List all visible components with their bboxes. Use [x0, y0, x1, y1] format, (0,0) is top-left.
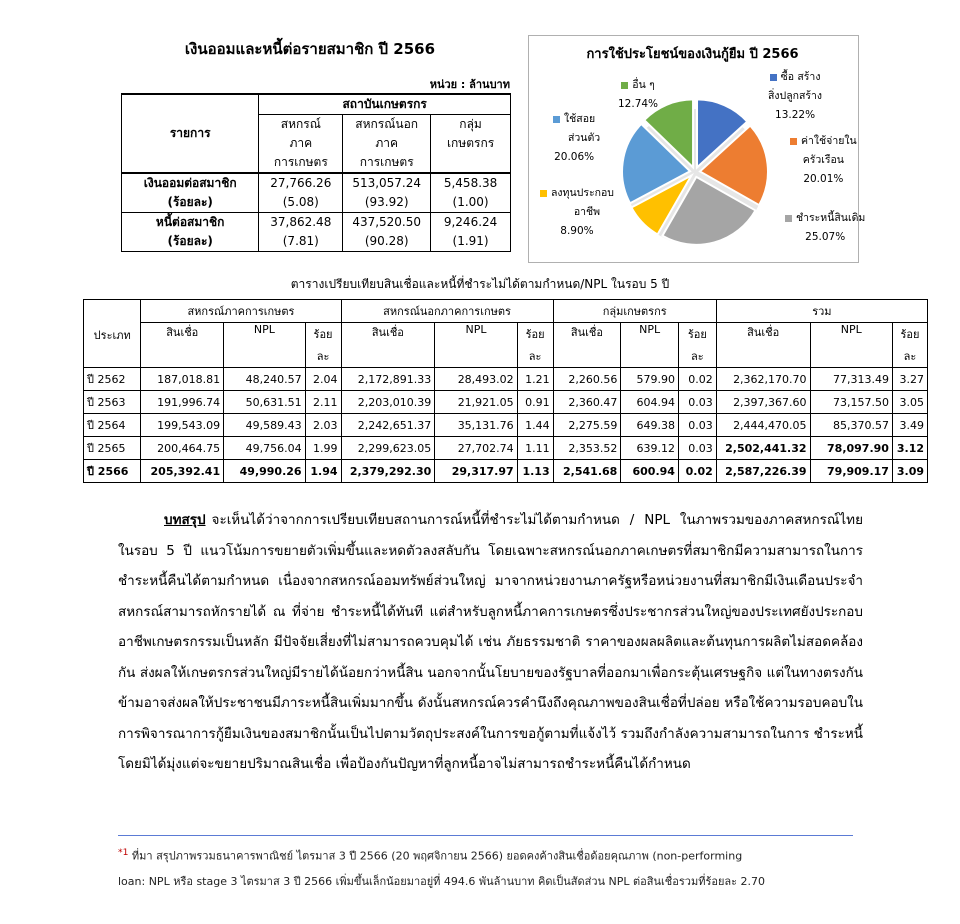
slice-label-invest: ลงทุนประกอบ อาชีพ 8.90%	[540, 184, 614, 241]
table-cell: 2,242,651.37	[341, 414, 435, 437]
table-cell: 49,589.43	[224, 414, 305, 437]
table-cell: 73,157.50	[810, 391, 892, 414]
table-cell: 49,756.04	[224, 437, 305, 460]
row-label: หนี้ต่อสมาชิก (ร้อยละ)	[122, 213, 259, 252]
table-cell: 2,172,891.33	[341, 368, 435, 391]
legend-swatch	[790, 138, 797, 145]
footnote-line-2: loan: NPL หรือ stage 3 ไตรมาส 3 ปี 2566 เพิ่มขึ้นเล็กน้อยมาอยู่ที่ 494.6 พันล้านบาท คิดเป็นสัดส่วน NPL ต่อสินเชื่อรวมที่ร้อยละ 2.70	[118, 874, 766, 888]
pct-header: ร้อย	[305, 323, 341, 346]
summary-paragraph	[118, 505, 863, 780]
slice-label-debt: ชำระหนี้สินเดิม 25.07%	[785, 209, 865, 247]
table-cell: 2,362,170.70	[716, 368, 810, 391]
table-row	[84, 368, 928, 391]
footnote	[118, 840, 863, 894]
slice-label-personal: ใช้สอย ส่วนตัว 20.06%	[554, 113, 601, 163]
table-cell: 2.04	[305, 368, 341, 391]
table-cell: 2,587,226.39	[716, 460, 810, 483]
table-cell: 1.99	[305, 437, 341, 460]
summary-lead: บทสรุป	[164, 512, 206, 528]
table-cell: 0.02	[678, 460, 716, 483]
table-cell: 187,018.81	[141, 368, 224, 391]
loan-header: สินเชื่อ	[341, 323, 435, 368]
table-cell: 3.05	[892, 391, 927, 414]
table-cell: 27,702.74	[435, 437, 517, 460]
footnote-mark: *1	[118, 847, 129, 858]
legend-swatch	[540, 190, 547, 197]
table-row	[122, 213, 511, 252]
legend-swatch	[785, 215, 792, 222]
farmer-group-header: กลุ่ม เกษตรกร	[431, 115, 511, 174]
table-cell: 0.03	[678, 414, 716, 437]
chart-title: การใช้ประโยชน์ของเงินกู้ยืม ปี 2566	[586, 47, 799, 62]
npl-header: NPL	[810, 323, 892, 368]
table-cell: 3.27	[892, 368, 927, 391]
pct-header: ร้อย	[892, 323, 927, 346]
footnote-divider	[118, 835, 853, 836]
pct-header-2: ละ	[305, 345, 341, 368]
pct-header-2: ละ	[517, 345, 553, 368]
summary-text: จะเห็นได้ว่าจากการเปรียบเทียบสถานการณ์หนี้ที่ชำระไม่ได้ตามกำหนด / NPL ในภาพรวมของภาคสหกรณ์ไทย ในรอบ 5 ปี แนวโน้มการขยายตัวเพิ่มขึ้นและหดตัวลงสลับกัน โดยเฉพาะสหกรณ์นอกภาคเกษตรที่สมาชิกมีความสามารถในการชำระหนี้คืนได้ตามกำหนด เนื่องจากสหกรณ์ออมทรัพย์ส่วนใหญ่ มาจากหน่วยงานภาครัฐหรือหน่วยงานที่สมาชิกมีเงินเดือนประจำสหกรณ์สามารถหักรายได้ ณ ที่จ่าย ชำระหนี้ได้ทันที แต่สำหรับลูกหนี้ภาคการเกษตรซึ่งประชากรส่วนใหญ่ของประเทศยังประกอบอาชีพเกษตรกรรมเป็นหลัก มีปัจจัยเสี่ยงที่ไม่สามารถควบคุมได้ เช่น ภัยธรรมชาติ ราคาของผลผลิตและต้นทุนการผลิตไม่สอดคล้องกัน ส่งผลให้เกษตรกรส่วนใหญ่มีรายได้น้อยกว่าหนี้สิน นอกจากนั้นโยบายของรัฐบาลที่ออกมาเพื่อกระตุ้นเศรษฐกิจ แต่ในทางตรงกันข้ามอาจส่งผลให้ประชาชนมีภาระหนี้สินเพิ่มมากขึ้น ดังนั้นสหกรณ์ควรคำนึงถึงคุณภาพของสินเชื่อที่ปล่อย หรือใช้ความรอบคอบในการพิจารณาการกู้ยืมเงินของสมาชิกนั้นเป็นไปตามวัตถุประสงค์ในการขอกู้ตามที่แจ้งไว้ รวมถึงกำลังความสามารถในการ ชำระหนี้ โดยมิได้มุ่งแต่จะขยายปริมาณสินเชื่อ เพื่อป้องกันปัญหาที่ลูกหนี้อาจไม่สามารถชำระหนี้คืนได้กำหนด	[118, 512, 863, 772]
loan-header: สินเชื่อ	[716, 323, 810, 368]
table-cell: 513,057.24 (93.92)	[343, 173, 431, 213]
table-cell: 28,493.02	[435, 368, 517, 391]
pct-header: ร้อย	[517, 323, 553, 346]
table-cell: 3.49	[892, 414, 927, 437]
table-cell: 2.11	[305, 391, 341, 414]
table-cell: 0.03	[678, 391, 716, 414]
group-header: รวม	[716, 300, 927, 323]
table-cell: 1.21	[517, 368, 553, 391]
table-cell: 2,379,292.30	[341, 460, 435, 483]
table-cell: 2,299,623.05	[341, 437, 435, 460]
slice-label-other: อื่น ๆ 12.74%	[618, 79, 659, 110]
pct-header-2: ละ	[892, 345, 927, 368]
legend-swatch	[553, 116, 560, 123]
unit-label: หน่วย : ล้านบาท	[429, 78, 510, 91]
table-cell: 2,260.56	[553, 368, 621, 391]
table-cell: 1.11	[517, 437, 553, 460]
table-cell: 37,862.48 (7.81)	[259, 213, 343, 252]
pct-header: ร้อย	[678, 323, 716, 346]
pct-header-2: ละ	[678, 345, 716, 368]
table-cell: 205,392.41	[141, 460, 224, 483]
table-cell: 50,631.51	[224, 391, 305, 414]
table-cell: 27,766.26 (5.08)	[259, 173, 343, 213]
table-cell: 2.03	[305, 414, 341, 437]
table-cell: 1.13	[517, 460, 553, 483]
table-cell: 5,458.38 (1.00)	[431, 173, 511, 213]
group-header: สหกรณ์ภาคการเกษตร	[141, 300, 341, 323]
table-row	[84, 391, 928, 414]
table-cell: 3.12	[892, 437, 927, 460]
table-cell: 2,397,367.60	[716, 391, 810, 414]
table-cell: 0.03	[678, 437, 716, 460]
table-cell: 29,317.97	[435, 460, 517, 483]
table-row	[84, 437, 928, 460]
table-cell: 2,502,441.32	[716, 437, 810, 460]
type-header: ประเภท	[84, 300, 141, 368]
loan-header: สินเชื่อ	[553, 323, 621, 368]
year-cell: ปี 2565	[84, 437, 141, 460]
npl-header: NPL	[224, 323, 305, 368]
table-cell: 191,996.74	[141, 391, 224, 414]
table-cell: 2,203,010.39	[341, 391, 435, 414]
table-cell: 9,246.24 (1.91)	[431, 213, 511, 252]
table-cell: 579.90	[621, 368, 679, 391]
table-cell: 79,909.17	[810, 460, 892, 483]
group-header: สหกรณ์นอกภาคการเกษตร	[341, 300, 553, 323]
nonagri-coop-header: สหกรณ์นอก ภาค การเกษตร	[343, 115, 431, 174]
year-cell: ปี 2563	[84, 391, 141, 414]
table-cell: 48,240.57	[224, 368, 305, 391]
table-cell: 604.94	[621, 391, 679, 414]
table-cell: 437,520.50 (90.28)	[343, 213, 431, 252]
member-table-title: เงินออมและหนี้ต่อรายสมาชิก ปี 2566	[184, 40, 436, 58]
table-cell: 0.02	[678, 368, 716, 391]
agri-coop-header: สหกรณ์ ภาค การเกษตร	[259, 115, 343, 174]
table-row	[122, 173, 511, 213]
table-cell: 3.09	[892, 460, 927, 483]
legend-swatch	[770, 74, 777, 81]
npl-header: NPL	[621, 323, 679, 368]
loan-header: สินเชื่อ	[141, 323, 224, 368]
year-cell: ปี 2562	[84, 368, 141, 391]
table-cell: 649.38	[621, 414, 679, 437]
legend-swatch	[621, 82, 628, 89]
table-cell: 2,360.47	[553, 391, 621, 414]
slice-label-household: ค่าใช้จ่ายใน ครัวเรือน 20.01%	[790, 132, 857, 189]
npl-table-title: ตารางเปรียบเทียบสินเชื่อและหนี้ที่ชำระไม่ได้ตามกำหนด/NPL ในรอบ 5 ปี	[290, 277, 670, 291]
table-cell: 1.94	[305, 460, 341, 483]
item-header: รายการ	[122, 94, 259, 173]
table-cell: 77,313.49	[810, 368, 892, 391]
year-cell: ปี 2564	[84, 414, 141, 437]
table-cell: 2,275.59	[553, 414, 621, 437]
table-cell: 85,370.57	[810, 414, 892, 437]
slice-label-buy: ซื้อ สร้าง สิ่งปลูกสร้าง 13.22%	[768, 71, 823, 121]
table-cell: 78,097.90	[810, 437, 892, 460]
table-cell: 199,543.09	[141, 414, 224, 437]
table-cell: 639.12	[621, 437, 679, 460]
table-cell: 0.91	[517, 391, 553, 414]
year-cell: ปี 2566	[84, 460, 141, 483]
table-cell: 21,921.05	[435, 391, 517, 414]
group-header: กลุ่มเกษตรกร	[553, 300, 716, 323]
npl-table	[83, 299, 928, 483]
table-cell: 600.94	[621, 460, 679, 483]
table-cell: 49,990.26	[224, 460, 305, 483]
table-row	[84, 414, 928, 437]
table-cell: 200,464.75	[141, 437, 224, 460]
table-cell: 35,131.76	[435, 414, 517, 437]
table-cell: 2,541.68	[553, 460, 621, 483]
row-label: เงินออมต่อสมาชิก (ร้อยละ)	[122, 173, 259, 213]
member-savings-table	[121, 93, 511, 252]
table-cell: 2,444,470.05	[716, 414, 810, 437]
table-row	[84, 460, 928, 483]
institution-header: สถาบันเกษตรกร	[259, 94, 511, 115]
table-cell: 2,353.52	[553, 437, 621, 460]
footnote-line-1: ที่มา สรุปภาพรวมธนาคารพาณิชย์ ไตรมาส 3 ปี 2566 (20 พฤศจิกายน 2566) ยอดคงค้างสินเชื่อด้อยคุณภาพ (non-performing	[131, 849, 743, 863]
table-cell: 1.44	[517, 414, 553, 437]
npl-header: NPL	[435, 323, 517, 368]
